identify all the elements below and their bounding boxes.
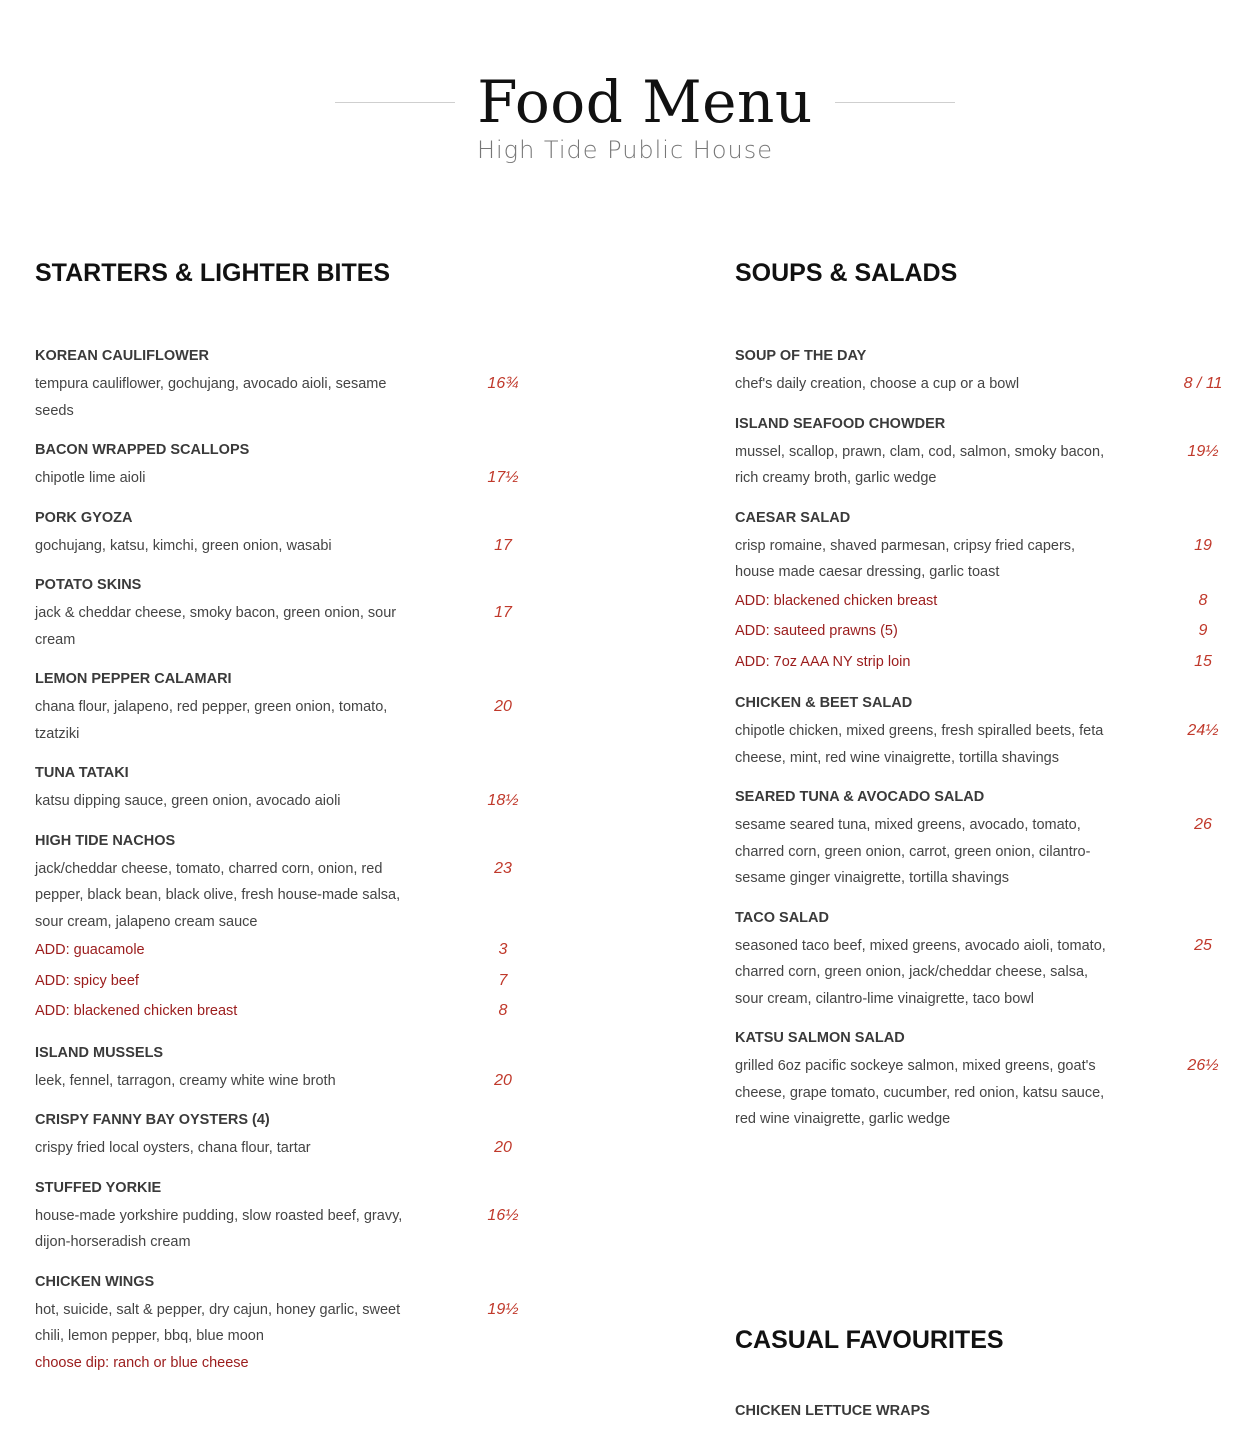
item-price: 26 bbox=[1194, 816, 1212, 833]
section-title-starters: STARTERS & LIGHTER BITES bbox=[35, 259, 391, 287]
item-row bbox=[735, 533, 1235, 586]
item-row bbox=[35, 856, 555, 936]
item-price: 19½ bbox=[487, 1300, 519, 1318]
item-price: 19 bbox=[1194, 536, 1212, 554]
addon-price: 8 bbox=[1198, 591, 1208, 609]
item-name: ISLAND SEAFOOD CHOWDER bbox=[735, 415, 946, 432]
title-rule-left bbox=[335, 102, 455, 103]
menu-item bbox=[735, 415, 1235, 492]
item-name: CRISPY FANNY BAY OYSTERS (4) bbox=[35, 1112, 270, 1128]
item-price: 24½ bbox=[1187, 722, 1219, 739]
casual-section bbox=[735, 1322, 1235, 1437]
soups-list bbox=[735, 347, 1235, 1133]
addon-price: 7 bbox=[498, 971, 508, 989]
item-description: chana flour, jalapeno, red pepper, green onion, tomato, tzatziki bbox=[35, 699, 388, 742]
item-description: crispy fried local oysters, chana flour, tartar bbox=[35, 1140, 311, 1156]
item-price: 17½ bbox=[487, 469, 519, 486]
menu-item bbox=[35, 1273, 555, 1377]
item-row bbox=[35, 1068, 555, 1095]
item-row bbox=[735, 812, 1235, 892]
item-name: CAESAR SALAD bbox=[735, 509, 851, 526]
item-price: 26½ bbox=[1187, 1057, 1219, 1074]
item-name: SOUP OF THE DAY bbox=[735, 348, 867, 364]
item-row bbox=[35, 371, 555, 424]
item-row bbox=[735, 371, 1235, 398]
addon-price: 15 bbox=[1194, 652, 1212, 670]
page-title: Food Menu bbox=[477, 68, 813, 136]
item-name: LEMON PEPPER CALAMARI bbox=[35, 671, 232, 687]
item-name: HIGH TIDE NACHOS bbox=[35, 832, 176, 849]
item-name: ISLAND MUSSELS bbox=[35, 1044, 164, 1061]
item-name: BACON WRAPPED SCALLOPS bbox=[35, 442, 250, 458]
item-price: 17 bbox=[494, 536, 512, 554]
menu-item bbox=[35, 441, 555, 492]
item-name: KOREAN CAULIFLOWER bbox=[35, 348, 209, 364]
item-price: 8 / 11 bbox=[1183, 375, 1223, 392]
item-description: mussel, scallop, prawn, clam, cod, salmon, smoky bacon, rich creamy broth, garlic wedge bbox=[735, 443, 1105, 486]
addon-row bbox=[35, 996, 555, 1027]
item-name: TUNA TATAKI bbox=[35, 765, 129, 781]
item-description: gochujang, katsu, kimchi, green onion, wasabi bbox=[35, 537, 332, 554]
menu-item bbox=[735, 1029, 1235, 1133]
item-row bbox=[35, 1203, 555, 1256]
addon-label: ADD: sauteed prawns (5) bbox=[735, 623, 898, 639]
restaurant-name: High Tide Public House bbox=[476, 136, 774, 164]
menu-item bbox=[35, 1179, 555, 1256]
addon-price: 8 bbox=[498, 1002, 508, 1019]
menu-item bbox=[735, 694, 1235, 771]
item-description: katsu dipping sauce, green onion, avocado aioli bbox=[35, 793, 341, 809]
item-row bbox=[735, 933, 1235, 1013]
item-price: 25 bbox=[1194, 936, 1212, 954]
menu-item bbox=[735, 788, 1235, 892]
menu-item bbox=[735, 347, 1235, 398]
addon-label: ADD: 7oz AAA NY strip loin bbox=[735, 653, 911, 670]
item-description: tempura cauliflower, gochujang, avocado aioli, sesame seeds bbox=[35, 376, 387, 419]
item-row bbox=[35, 600, 555, 653]
section-title-soups: SOUPS & SALADS bbox=[735, 259, 958, 287]
addon-row bbox=[35, 935, 555, 966]
menu-item bbox=[735, 1402, 1235, 1420]
menu-item bbox=[35, 509, 555, 560]
item-row bbox=[35, 1297, 555, 1350]
item-name: PORK GYOZA bbox=[35, 509, 133, 526]
item-price: 20 bbox=[494, 1071, 512, 1089]
item-price: 17 bbox=[494, 604, 512, 621]
item-row bbox=[735, 439, 1235, 492]
addon-row bbox=[735, 586, 1235, 617]
item-row bbox=[35, 533, 555, 560]
menu-item bbox=[35, 1044, 555, 1095]
item-description: leek, fennel, tarragon, creamy white wine broth bbox=[35, 1072, 336, 1089]
item-name: CHICKEN WINGS bbox=[35, 1273, 155, 1290]
item-name: SEARED TUNA & AVOCADO SALAD bbox=[735, 789, 985, 805]
menu-item bbox=[735, 909, 1235, 1013]
menu-item bbox=[35, 1111, 555, 1162]
title-row bbox=[335, 62, 955, 142]
addon-label: ADD: guacamole bbox=[35, 942, 145, 958]
addon-price: 9 bbox=[1198, 622, 1208, 639]
item-price: 16¾ bbox=[487, 375, 519, 392]
addon-row bbox=[35, 966, 555, 997]
item-description: chipotle chicken, mixed greens, fresh spiralled beets, feta cheese, mint, red wine vinaigrette, tortilla shavings bbox=[735, 723, 1104, 766]
addon-row bbox=[735, 616, 1235, 647]
addon-row bbox=[735, 647, 1235, 678]
item-price: 20 bbox=[494, 698, 512, 715]
item-name: KATSU SALMON SALAD bbox=[735, 1030, 905, 1046]
menu-item bbox=[35, 347, 555, 424]
item-row bbox=[35, 788, 555, 815]
item-description: hot, suicide, salt & pepper, dry cajun, honey garlic, sweet chili, lemon pepper, bbq, blue moon bbox=[35, 1301, 401, 1344]
item-row bbox=[35, 694, 555, 747]
item-description: seasoned taco beef, mixed greens, avocado aioli, tomato, charred corn, green onion, jack/cheddar cheese, salsa, sour cream, cilantro-lime vinaigrette, taco bowl bbox=[735, 937, 1106, 1007]
item-name: STUFFED YORKIE bbox=[35, 1179, 162, 1196]
item-note: choose dip: ranch or blue cheese bbox=[35, 1354, 249, 1371]
addon-label: ADD: blackened chicken breast bbox=[735, 592, 938, 609]
soups-section bbox=[735, 255, 1235, 1150]
item-price: 16½ bbox=[487, 1206, 519, 1224]
title-rule-right bbox=[835, 102, 955, 103]
item-description: chef's daily creation, choose a cup or a bowl bbox=[735, 376, 1020, 392]
item-description: jack/cheddar cheese, tomato, charred corn, onion, red pepper, black bean, black olive, fresh house-made salsa, sour cream, jalapeno cream sauce bbox=[35, 860, 401, 930]
item-row bbox=[735, 718, 1235, 771]
item-description: grilled 6oz pacific sockeye salmon, mixed greens, goat's cheese, grape tomato, cucumber, red onion, katsu sauce, red wine vinaigrette, garlic wedge bbox=[735, 1058, 1105, 1127]
menu-item bbox=[35, 670, 555, 747]
item-description: crisp romaine, shaved parmesan, cripsy fried capers, house made caesar dressing, garlic toast bbox=[735, 537, 1076, 580]
menu-header bbox=[0, 0, 1250, 200]
starters-list bbox=[35, 347, 555, 1377]
item-description: house-made yorkshire pudding, slow roasted beef, gravy, dijon-horseradish cream bbox=[35, 1207, 403, 1250]
casual-list bbox=[735, 1402, 1235, 1420]
section-title-casual: CASUAL FAVOURITES bbox=[735, 1326, 1004, 1354]
menu-item bbox=[735, 509, 1235, 678]
menu-item bbox=[35, 764, 555, 815]
starters-section bbox=[35, 255, 555, 1394]
item-name: POTATO SKINS bbox=[35, 577, 142, 593]
item-name: TACO SALAD bbox=[735, 909, 829, 926]
addon-label: ADD: spicy beef bbox=[35, 972, 139, 989]
item-price: 18½ bbox=[487, 792, 519, 809]
addon-label: ADD: blackened chicken breast bbox=[35, 1003, 238, 1019]
item-description: jack & cheddar cheese, smoky bacon, green onion, sour cream bbox=[35, 605, 397, 648]
item-description: sesame seared tuna, mixed greens, avocado, tomato, charred corn, green onion, carrot, green onion, cilantro-sesame ginger vinaigrette, tortilla shavings bbox=[735, 817, 1091, 886]
item-description: chipotle lime aioli bbox=[35, 470, 146, 486]
item-price: 23 bbox=[494, 859, 512, 877]
item-price: 20 bbox=[494, 1139, 512, 1156]
menu-item bbox=[35, 576, 555, 653]
item-name: CHICKEN & BEET SALAD bbox=[735, 695, 913, 711]
item-row bbox=[735, 1053, 1235, 1133]
item-name: CHICKEN LETTUCE WRAPS bbox=[735, 1403, 930, 1419]
addon-price: 3 bbox=[498, 941, 508, 958]
menu-item bbox=[35, 832, 555, 1027]
item-row bbox=[35, 1135, 555, 1162]
item-price: 19½ bbox=[1187, 442, 1219, 460]
item-row bbox=[35, 465, 555, 492]
